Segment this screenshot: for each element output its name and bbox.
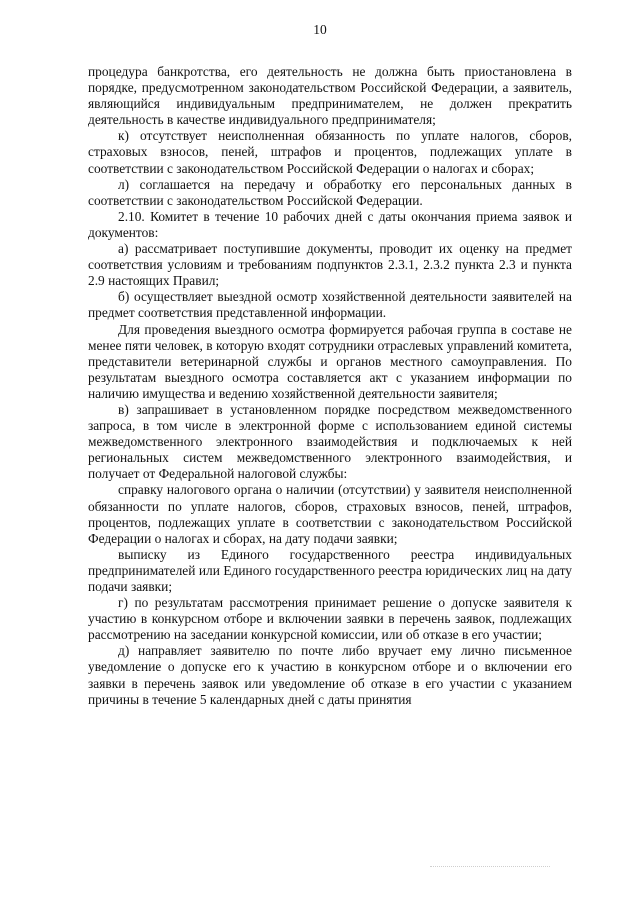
- paragraph: Для проведения выездного осмотра формируется рабочая группа в составе не менее пяти человек, в которую входят сотрудники отраслевых управлений комитета, представители ветеринарной службы и органов местного самоуправления. По результатам выездного осмотра составляется акт с указанием информации по наличию имущества и ведению хозяйственной деятельности заявителя;: [88, 321, 572, 401]
- page-number: 10: [313, 22, 327, 37]
- paragraph: а) рассматривает поступившие документы, проводит их оценку на предмет соответствия условиям и требованиям подпунктов 2.3.1, 2.3.2 пункта 2.3 и пункта 2.9 настоящих Правил;: [88, 241, 572, 289]
- paragraph: выписку из Единого государственного реестра индивидуальных предпринимателей или Единого государственного реестра юридических лиц на дату подачи заявки;: [88, 546, 572, 594]
- document-body: [88, 64, 572, 708]
- paragraph: г) по результатам рассмотрения принимает решение о допуске заявителя к участию в конкурсном отборе и включении заявки в перечень заявок, подлежащих рассмотрению на заседании конкурсной комиссии, или об отказе в его участии;: [88, 595, 572, 643]
- paragraph: процедура банкротства, его деятельность не должна быть приостановлена в порядке, предусмотренном законодательством Российской Федерации, а заявитель, являющийся индивидуальным предпринимателем, не должен прекратить деятельность в качестве индивидуального предпринимателя;: [88, 64, 572, 128]
- paragraph: б) осуществляет выездной осмотр хозяйственной деятельности заявителей на предмет соответствия представленной информации.: [88, 289, 572, 321]
- paragraph: л) соглашается на передачу и обработку его персональных данных в соответствии с законодательством Российской Федерации.: [88, 176, 572, 208]
- paragraph: д) направляет заявителю по почте либо вручает ему лично письменное уведомление о допуске его к участию в конкурсном отборе и о включении его заявки в перечень заявок или уведомление об отказе в его участии с указанием причины в течение 5 календарных дней с даты принятия: [88, 643, 572, 707]
- paragraph: в) запрашивает в установленном порядке посредством межведомственного запроса, в том числе в электронной форме с использованием единой системы межведомственного электронного взаимодействия и подключаемых к ней региональных систем межведомственного электронного взаимодействия, и получает от Федеральной налоговой службы:: [88, 401, 572, 482]
- paragraph: справку налогового органа о наличии (отсутствии) у заявителя неисполненной обязанности по уплате налогов, сборов, страховых взносов, пеней, штрафов, процентов, подлежащих уплате в соответствии с законодательством Российской Федерации о налогах и сборах, на дату подачи заявки;: [88, 482, 572, 546]
- scan-artifact: [430, 866, 550, 868]
- paragraph: 2.10. Комитет в течение 10 рабочих дней с даты окончания приема заявок и документов:: [88, 208, 572, 240]
- paragraph: к) отсутствует неисполненная обязанность по уплате налогов, сборов, страховых взносов, пеней, штрафов и процентов, подлежащих уплате в соответствии с законодательством Российской Федерации о налогах и сборах;: [88, 128, 572, 176]
